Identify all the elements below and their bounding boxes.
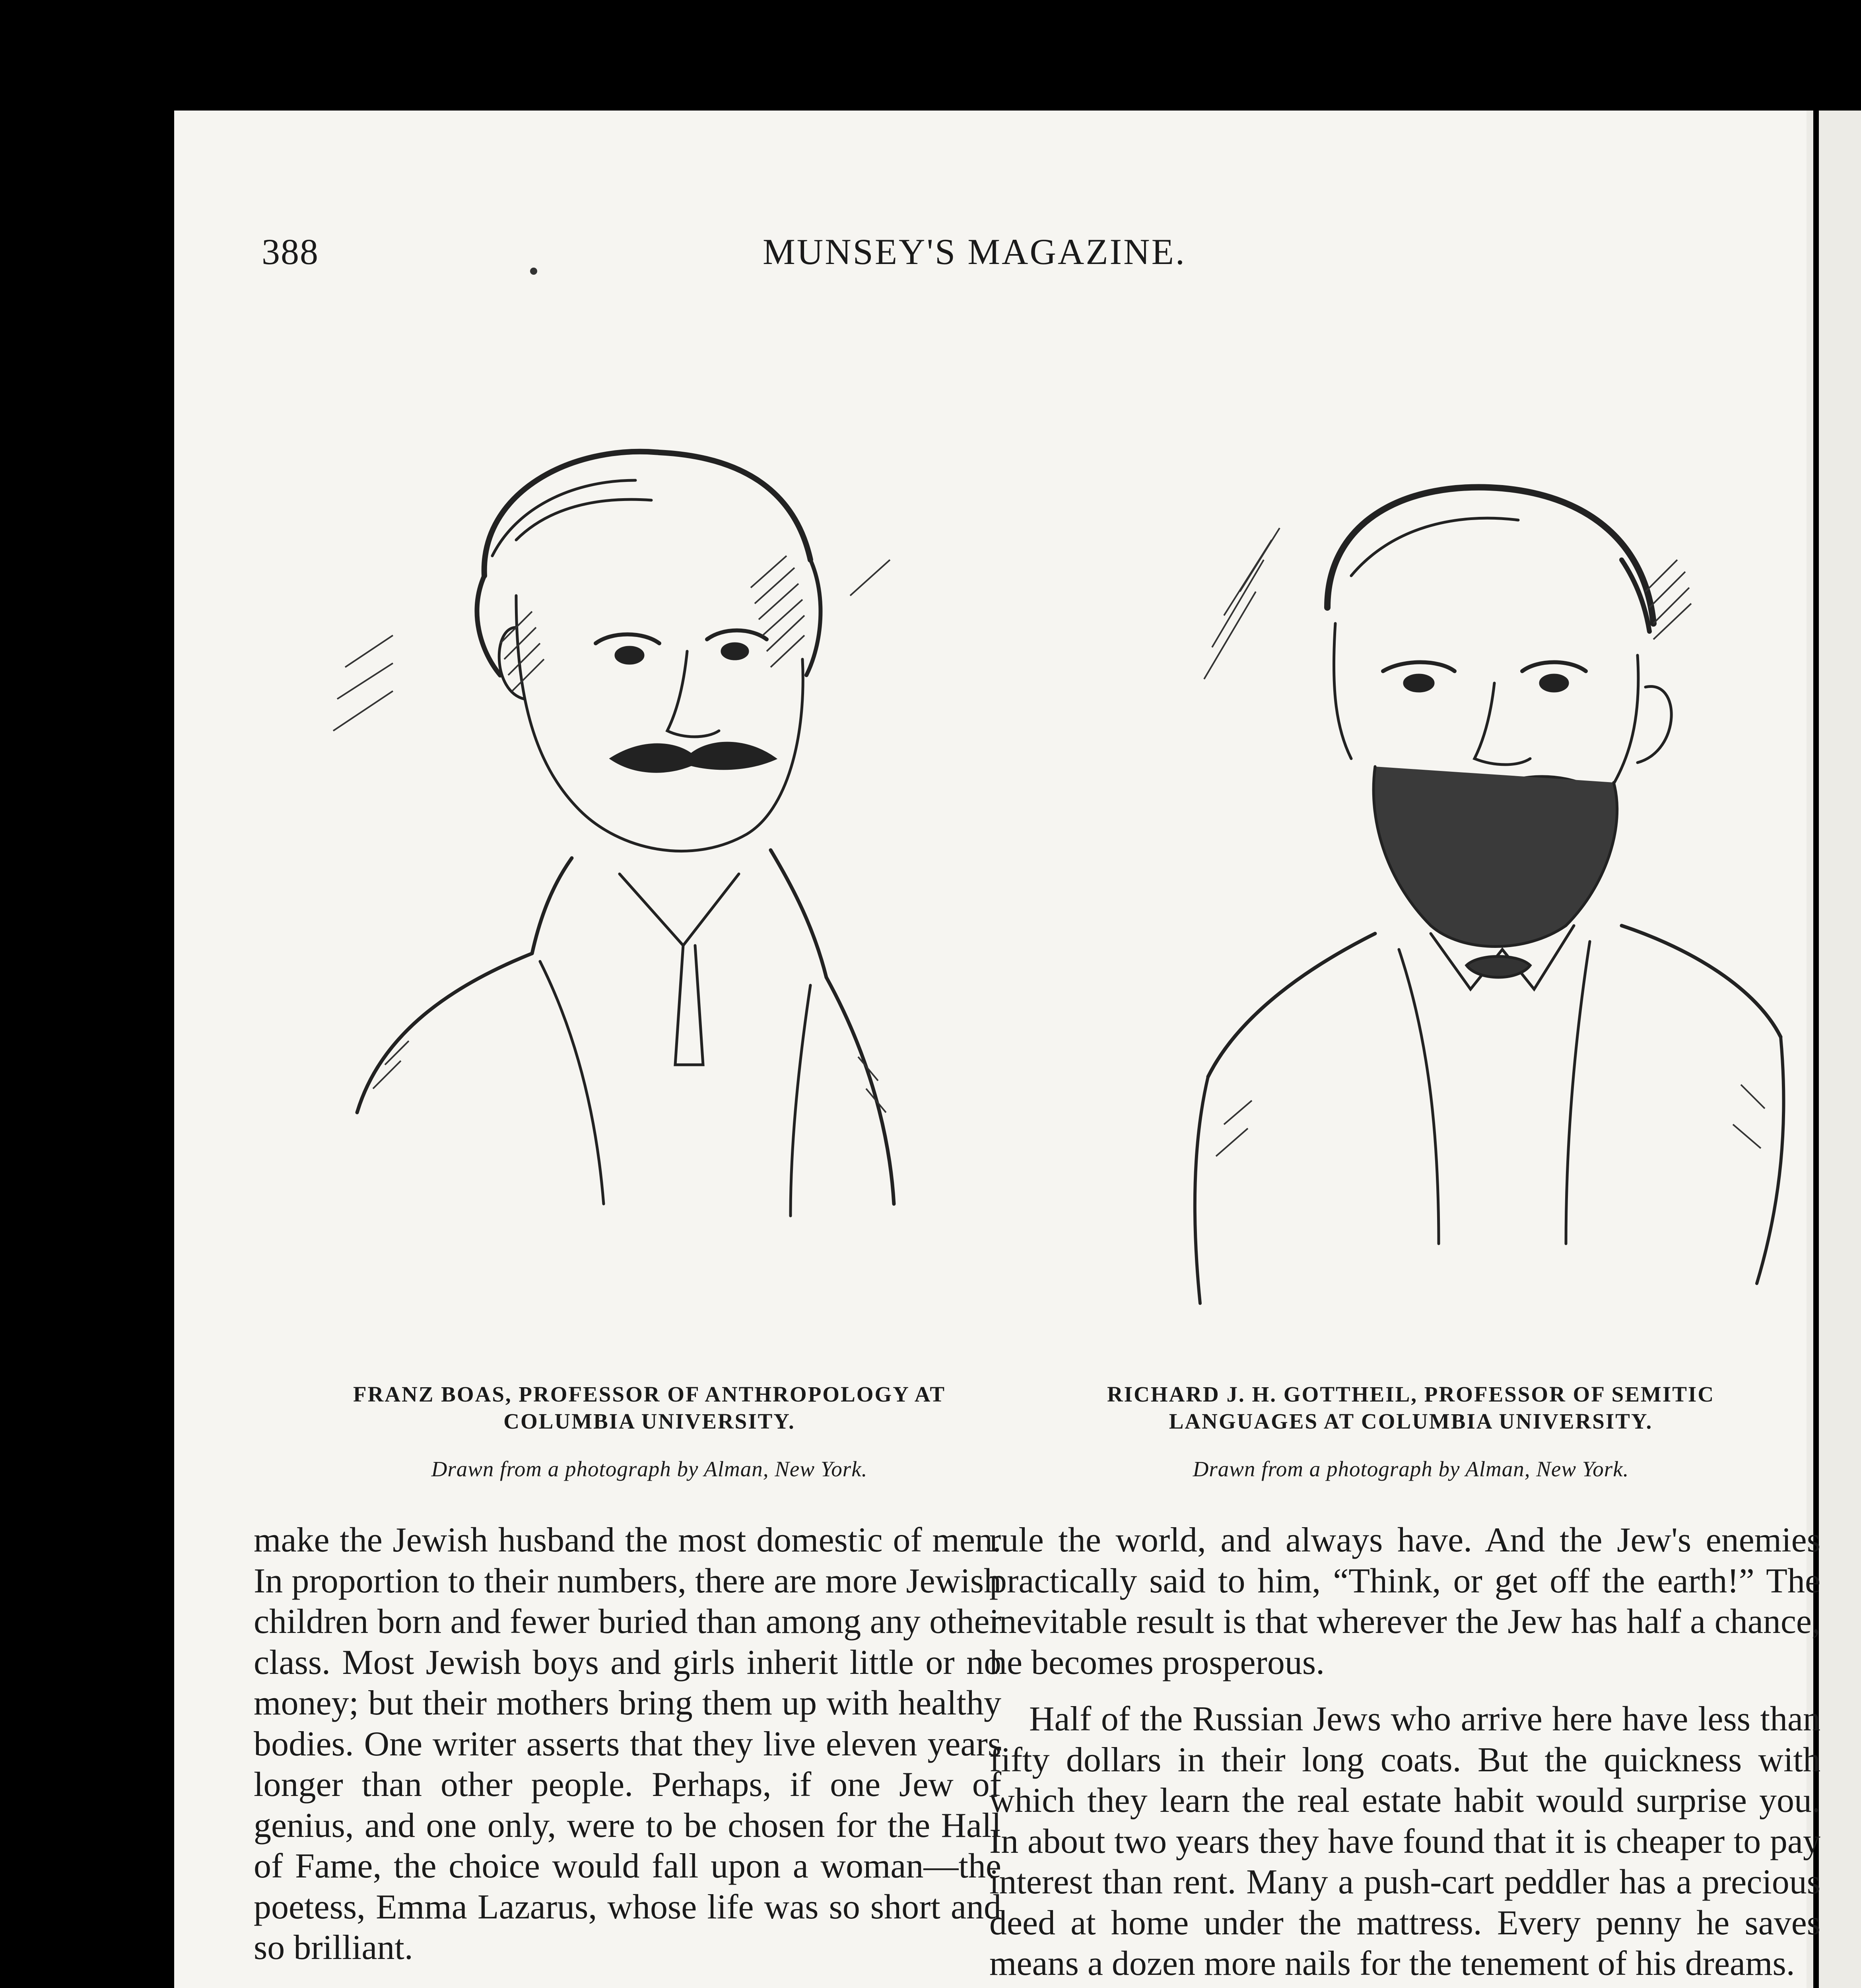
figure-caption-right bbox=[989, 1381, 1832, 1435]
paragraph: Half of the Russian Jews who arrive here have less than fifty dollars in their long coats. But the quickness with which they learn the real estate habit would surprise you. In about two years they have found that it is cheaper to pay interest than rent. Many a push-cart peddler has a precious deed at home under the mattress. Every penny he saves means a dozen more nails for the tenement of his dreams. bbox=[989, 1700, 1820, 1983]
page-number: 388 bbox=[262, 231, 319, 272]
figure-credit-right: Drawn from a photograph by Alman, New York. bbox=[1193, 1457, 1629, 1481]
text-column-right bbox=[989, 1520, 1820, 1988]
paragraph: rule the world, and always have. And the Jew's enemies practically said to him, “Think, or get off the earth!” The inevitable result is that wherever the Jew has half a chance, he becomes prosperous. bbox=[989, 1521, 1820, 1682]
paragraph: make the Jewish husband the most domestic of men. In proportion to their numbers, there are more Jewish children born and fewer buried than among any other class. Most Jewish boys and girls inherit little or no money; but their mothers bring them up with healthy bodies. One writer asserts that they live eleven years longer than other people. Perhaps, if one Jew of genius, and one only, were to be chosen for the Hall of Fame, the choice would fall upon a woman—the poetess, Emma Lazarus, whose life was so short and so brilliant. bbox=[254, 1521, 1001, 1967]
running-head: MUNSEY'S MAGAZINE. bbox=[763, 231, 1186, 272]
caption-line: COLUMBIA UNIVERSITY. bbox=[503, 1409, 795, 1433]
caption-line: RICHARD J. H. GOTTHEIL, PROFESSOR OF SEMITIC bbox=[1107, 1382, 1715, 1406]
caption-line: FRANZ BOAS, PROFESSOR OF ANTHROPOLOGY AT bbox=[353, 1382, 946, 1406]
page-content bbox=[174, 111, 1820, 1988]
portrait-sketch-richard-gottheil-icon bbox=[1073, 369, 1848, 1363]
figure-credit-left: Drawn from a photograph by Alman, New York. bbox=[431, 1457, 868, 1481]
ink-speck bbox=[530, 268, 537, 275]
figure-caption-left bbox=[262, 1381, 1037, 1435]
text-column-left bbox=[254, 1520, 1001, 1988]
caption-line: LANGUAGES AT COLUMBIA UNIVERSITY. bbox=[1169, 1409, 1653, 1433]
portrait-sketch-franz-boas-icon bbox=[293, 389, 1001, 1323]
